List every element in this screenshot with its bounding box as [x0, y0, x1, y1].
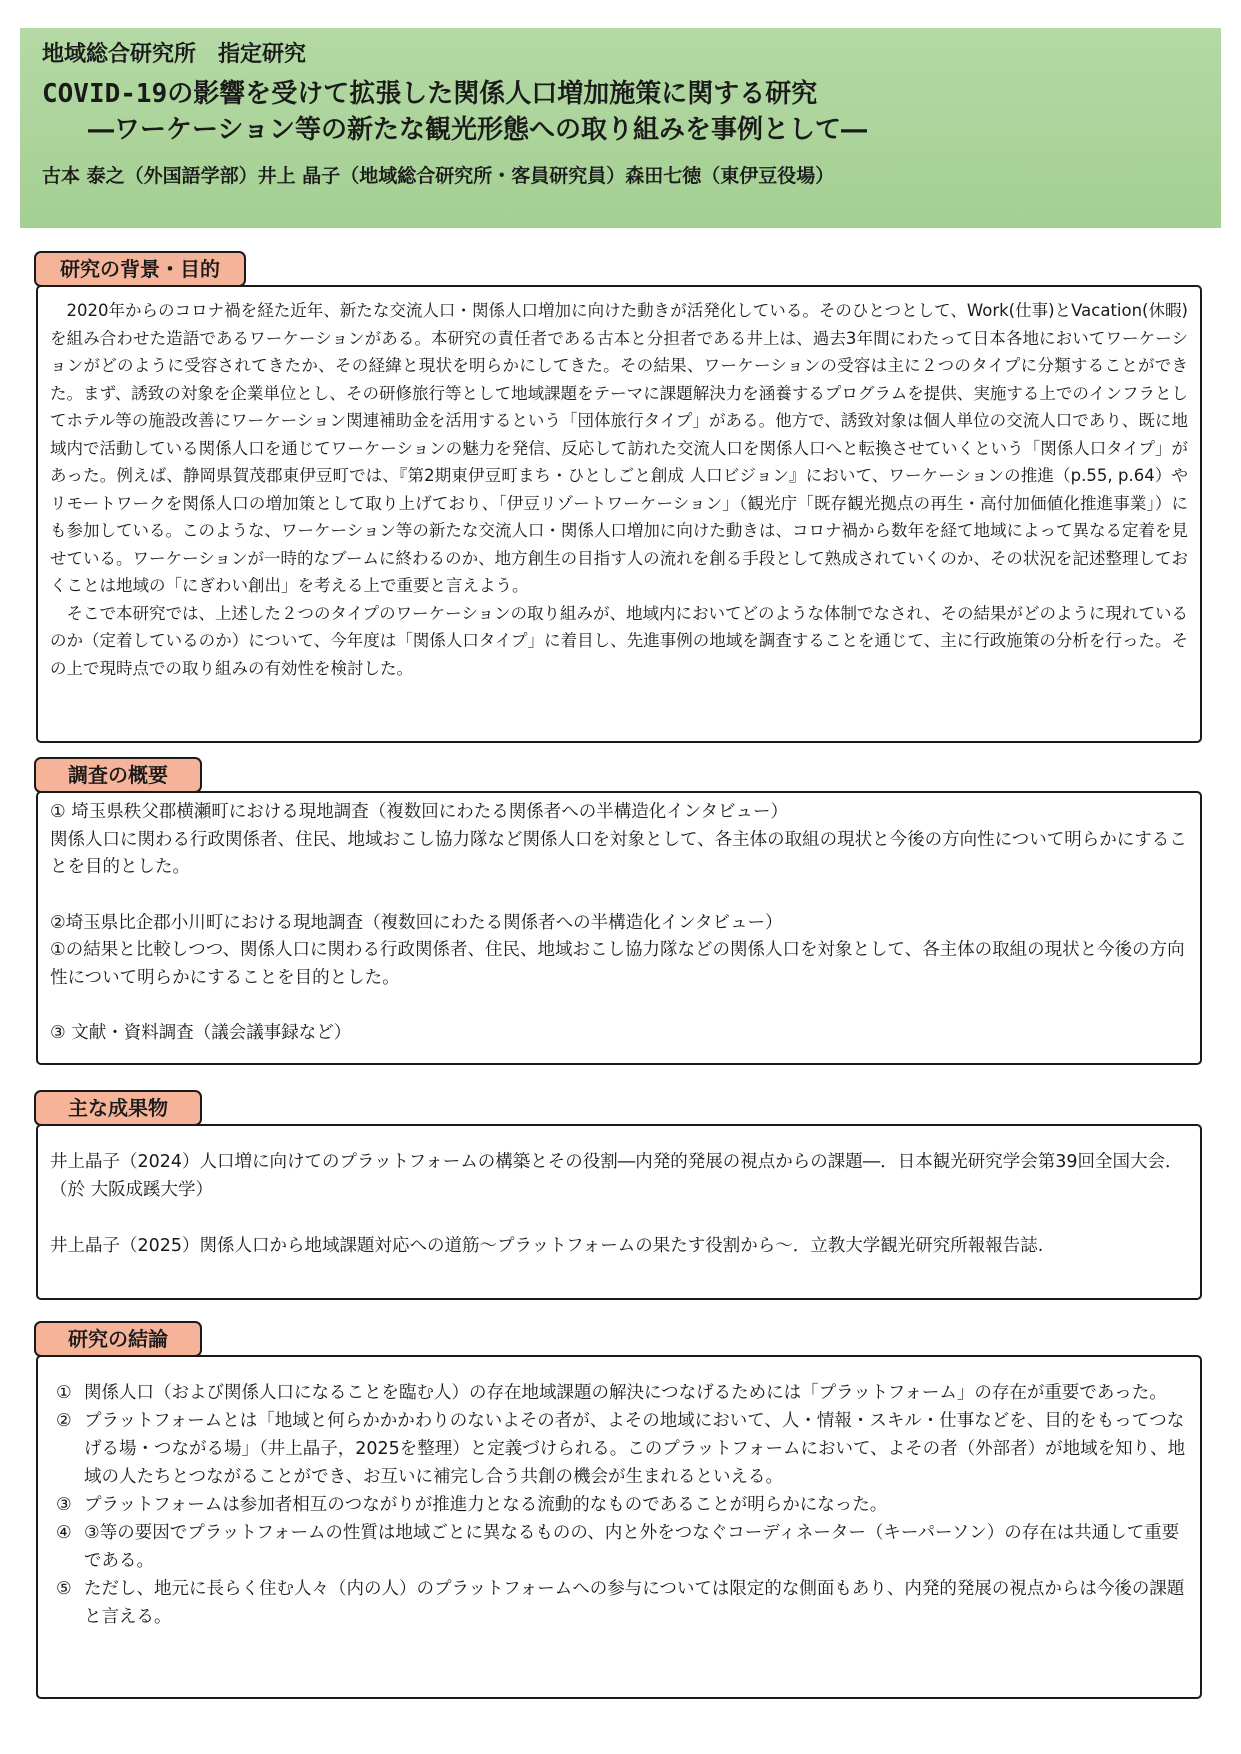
conclusion-number: ③: [56, 1495, 72, 1515]
header-banner: [20, 28, 1221, 228]
subtitle: ―ワーケーション等の新たな観光形態への取り組みを事例として―: [88, 115, 867, 145]
institute-name: 地域総合研究所 指定研究: [42, 42, 307, 67]
conclusion-number: ①: [56, 1383, 72, 1403]
survey-item-1-title: ① 埼玉県秩父郡横瀬町における現地調査（複数回にわたる関係者への半構造化インタビュー）: [50, 802, 789, 822]
conclusion-item: [56, 1519, 1188, 1575]
conclusion-text: ただし、地元に長らく住む人々（内の人）のプラットフォームへの参与については限定的な側面もあり、内発的発展の視点からは今後の課題と言える。: [84, 1579, 1185, 1627]
background-box: [36, 285, 1202, 743]
conclusion-box: [36, 1355, 1202, 1699]
output-item-1: 井上晶子（2024）人口増に向けてのプラットフォームの構築とその役割―内発的発展の視点からの課題―．日本観光研究学会第39回全国大会．（於 大阪成蹊大学）: [50, 1152, 1183, 1200]
conclusion-item: [56, 1407, 1188, 1491]
conclusion-text: ③等の要因でプラットフォームの性質は地域ごとに異なるものの、内と外をつなぐコーディネーター（キーパーソン）の存在は共通して重要である。: [84, 1523, 1180, 1571]
conclusion-number: ⑤: [56, 1579, 72, 1599]
survey-item-1-body: 関係人口に関わる行政関係者、住民、地域おこし協力隊など関係人口を対象として、各主体の取組の現状と今後の方向性について明らかにすることを目的とした。: [50, 829, 1187, 877]
background-paragraph: 2020年からのコロナ禍を経た近年、新たな交流人口・関係人口増加に向けた動きが活発化している。そのひとつとして、Work(仕事)とVacation(休暇)を組み合わせた造語であるワーケーションがある。本研究の責任者である古本と分担者である井上は、過去3年間にわたって日本各地においてワーケーションがどのように受容されてきたか、その経緯と現状を明らかにしてきた。その結果、ワーケーションの受容は主に２つのタイプに分類することができた。まず、誘致の対象を企業単位とし、その研修旅行等として地域課題をテーマに課題解決力を涵養するプログラムを提供、実施する上でのインフラとしてホテル等の施設改善にワーケーション関連補助金を活用するという「団体旅行タイプ」がある。他方で、誘致対象は個人単位の交流人口であり、既に地域内で活動している関係人口を通じてワーケーションの魅力を発信、反応して訪れた交流人口を関係人口へと転換させていくという「関係人口タイプ」があった。例えば、静岡県賀茂郡東伊豆町では、『第2期東伊豆町まち・ひとしごと創成 人口ビジョン』において、ワーケーションの推進（p.55, p.64）やリモートワークを関係人口の増加策として取り上げており、「伊豆リゾートワーケーション」（観光庁「既存観光拠点の再生・高付加価値化推進事業」）にも参加している。このような、ワーケーション等の新たな交流人口・関係人口増加に向けた動きは、コロナ禍から数年を経て地域によって異なる定着を見せている。ワーケーションが一時的なブームに終わるのか、地方創生の目指す人の流れを創る手段として熟成されていくのか、その状況を記述整理しておくことは地域の「にぎわい創出」を考える上で重要と言えよう。: [50, 301, 1188, 595]
survey-item-2-title: ②埼玉県比企郡小川町における現地調査（複数回にわたる関係者への半構造化インタビュー）: [50, 912, 783, 933]
survey-box: [36, 791, 1202, 1065]
survey-item-2-body: ①の結果と比較しつつ、関係人口に関わる行政関係者、住民、地域おこし協力隊などの関係人口を対象として、各主体の取組の現状と今後の方向性について明らかにすることを目的とした。: [50, 940, 1185, 988]
outputs-box: [36, 1124, 1202, 1300]
conclusion-text: プラットフォームは参加者相互のつながりが推進力となる流動的なものであることが明らかになった。: [84, 1495, 888, 1515]
background-paragraph: そこで本研究では、上述した２つのタイプのワーケーションの取り組みが、地域内においてどのような体制でなされ、その結果がどのように現れているのか（定着しているのか）について、今年度は「関係人口タイプ」に着目し、先進事例の地域を調査することを通じて、主に行政施策の分析を行った。その上で現時点での取り組みの有効性を検討した。: [50, 603, 1189, 678]
section-label-conclusion: 研究の結論: [34, 1321, 202, 1357]
section-label-background: 研究の背景・目的: [34, 251, 246, 287]
conclusion-number: ④: [56, 1523, 72, 1543]
authors: 古本 泰之（外国語学部）井上 晶子（地域総合研究所・客員研究員）森田七徳（東伊豆役場）: [42, 165, 835, 187]
conclusion-text: プラットフォームとは「地域と何らかかかわりのないよその者が、よその地域において、人・情報・スキル・仕事などを、目的をもってつなげる場・つながる場」（井上晶子，2025を整理）と定義づけられる。このプラットフォームにおいて、よその者（外部者）が地域を知り、地域の人たちとつながることができ、お互いに補完し合う共創の機会が生まれるといえる。: [84, 1411, 1186, 1487]
conclusion-text: 関係人口（および関係人口になることを臨む人）の存在地域課題の解決につなげるためには「プラットフォーム」の存在が重要であった。: [84, 1383, 1167, 1403]
section-label-survey: 調査の概要: [34, 757, 202, 793]
section-label-outputs: 主な成果物: [34, 1090, 202, 1126]
main-title: COVID-19の影響を受けて拡張した関係人口増加施策に関する研究: [42, 79, 818, 109]
output-item-2: 井上晶子（2025）関係人口から地域課題対応への道筋～プラットフォームの果たす役割から～．立教大学観光研究所報報告誌.: [50, 1236, 1044, 1256]
conclusion-item: [56, 1575, 1188, 1631]
conclusion-item: [56, 1379, 1188, 1407]
conclusion-number: ②: [56, 1411, 72, 1431]
conclusion-item: [56, 1491, 1188, 1519]
survey-item-3: ③ 文献・資料調査（議会議事録など）: [50, 1023, 352, 1043]
